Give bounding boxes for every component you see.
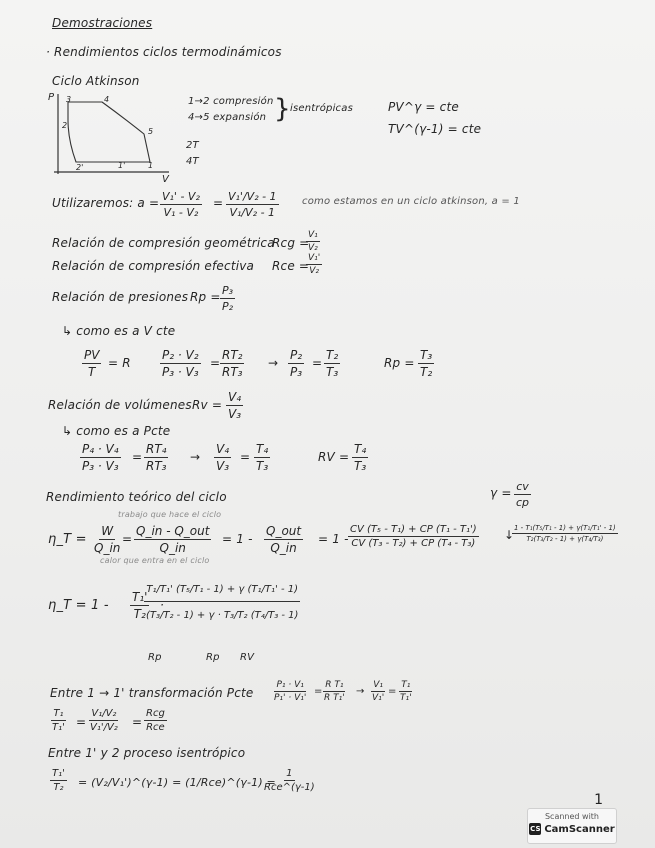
- equals-sign: =: [213, 196, 224, 210]
- rv-eq: Rv =: [192, 398, 223, 412]
- note-2t: 2T: [186, 140, 199, 151]
- point-3: 3: [66, 95, 72, 104]
- t1-rt-fraction: [322, 680, 347, 703]
- eta2-t-den: T₂: [133, 607, 146, 621]
- gamma-den: cp: [516, 496, 530, 509]
- rp-result-den: T₂: [420, 365, 433, 379]
- t1-v-den: V₁': [372, 693, 385, 703]
- eta2-t-num: T₁': [132, 590, 148, 604]
- a-num: V₁' - V₂: [162, 190, 200, 203]
- brace-rv: RV: [240, 652, 255, 663]
- eta2-main-num: T₁/T₁' (T₅/T₁ - 1) + γ (T₁/T₁' - 1): [144, 584, 300, 602]
- a-definition-label: Utilizaremos: a =: [52, 196, 160, 210]
- scanner-top-text: Scanned with: [544, 812, 600, 821]
- brace-rp-1: Rp: [148, 652, 162, 663]
- eta2-main-den: (T₃/T₂ - 1) + γ · T₃/T₂ (T₄/T₃ - 1): [146, 610, 299, 621]
- rcg-den: V₂: [308, 243, 318, 253]
- rt4-num: RT₄: [146, 442, 167, 456]
- scanner-brand: [528, 823, 616, 835]
- pv-diagram: [44, 90, 174, 182]
- adiabatic-eq-2: TV^(γ-1) = cte: [388, 122, 482, 136]
- t4t3-fraction: [254, 442, 270, 473]
- process-2: 4→5 expansión: [188, 112, 267, 123]
- w-fraction: [92, 524, 122, 555]
- pv-den: T: [88, 365, 96, 379]
- t1-r3-den: Rce: [146, 722, 165, 733]
- adiabatic-eq-1: PV^γ = cte: [388, 100, 459, 114]
- equals-sign-7: =: [314, 686, 323, 697]
- qout-den: Q_in: [270, 541, 297, 555]
- rp-result-fraction: [418, 348, 434, 379]
- rcg-num: V₁: [308, 230, 318, 240]
- cycle-name: Ciclo Atkinson: [52, 74, 140, 88]
- p-ratio-fraction: [160, 348, 201, 379]
- t2-r1-fraction: [50, 768, 67, 793]
- point-5: 5: [148, 127, 154, 136]
- page-number: 1: [594, 792, 603, 808]
- w-den: Q_in: [94, 541, 121, 555]
- rv-fraction: [226, 390, 243, 421]
- t1-pv-den: P₁' · V₁': [274, 693, 307, 703]
- approx-arrow: ↓: [504, 528, 515, 542]
- t1-pv-num: P₁ · V₁: [276, 680, 304, 690]
- t2-r1-num: T₁': [52, 768, 65, 779]
- note-heat: calor que entra en el ciclo: [100, 556, 210, 565]
- equals-sign-2: =: [210, 356, 221, 370]
- axis-v-label: V: [162, 174, 169, 182]
- equals-sign-5: =: [240, 450, 251, 464]
- transform-2-label: Entre 1' y 2 proceso isentrópico: [48, 746, 246, 760]
- t1-t-num: T₁: [401, 680, 411, 690]
- rp-den: P₂: [222, 300, 234, 313]
- p4v4-num: P₄ · V₄: [82, 442, 119, 456]
- right-fraction: [512, 524, 618, 543]
- big-num: CV (T₅ - T₁) + CP (T₁ - T₁'): [350, 524, 477, 535]
- point-4: 4: [104, 95, 110, 104]
- rce-num: V₁': [308, 253, 321, 263]
- t1-r1-fraction: [50, 708, 67, 733]
- t2-chain: = (V₂/V₁')^(γ-1) = (1/Rce)^(γ-1) =: [78, 776, 276, 789]
- p2p3-fraction: [288, 348, 304, 379]
- equals-sign-3: =: [312, 356, 323, 370]
- a-fraction-1: [160, 190, 202, 219]
- rcg-fraction: [306, 230, 320, 253]
- rce-den: V₂: [309, 266, 319, 276]
- equals-sign-8: =: [388, 686, 397, 697]
- rce-eq: Rce =: [272, 259, 310, 273]
- t1-r3-fraction: [144, 708, 167, 733]
- rt-ratio-den: RT₃: [222, 365, 243, 379]
- arrow-2: →: [190, 450, 201, 464]
- v4v3-den: V₃: [216, 459, 230, 473]
- big-fraction: [348, 524, 479, 549]
- t1-rt-den: R T₁': [324, 693, 345, 703]
- note-4t: 4T: [186, 156, 199, 167]
- t1-v-num: V₁: [373, 680, 383, 690]
- rv-label: Relación de volúmenes: [48, 398, 192, 412]
- note-work: trabajo que hace el ciclo: [118, 510, 222, 519]
- t1-t-fraction: [398, 680, 414, 703]
- t1-r3-num: Rcg: [146, 708, 165, 719]
- one-minus-2: = 1 -: [318, 532, 349, 546]
- rp-result-label: Rp =: [384, 356, 415, 370]
- brace-rp-2: Rp: [206, 652, 220, 663]
- cycle-curve: [68, 102, 150, 162]
- transform-1-label: Entre 1 → 1' transformación Pcte: [50, 686, 254, 700]
- rv-result-den: T₃: [354, 459, 367, 473]
- p-ratio-num: P₂ · V₂: [162, 348, 199, 362]
- gamma-eq: γ =: [490, 486, 512, 500]
- t1-rt-num: R T₁: [325, 680, 344, 690]
- a-den: V₁ - V₂: [163, 206, 199, 219]
- equals-sign-6: =: [122, 532, 133, 546]
- qout-num: Q_out: [266, 524, 302, 538]
- rv-num: V₄: [228, 390, 242, 404]
- scanner-brand-text: CamScanner: [544, 823, 615, 835]
- page-title: Demostraciones: [52, 16, 153, 30]
- rv-den: V₃: [228, 407, 242, 421]
- equals-sign-4: =: [132, 450, 143, 464]
- v4v3-fraction: [214, 442, 231, 473]
- arrow-3: →: [356, 686, 365, 697]
- t2-r3-fraction: [262, 768, 317, 793]
- equals-sign-9: =: [76, 715, 87, 729]
- eta2-label: η_T = 1 -: [48, 598, 109, 613]
- t1-r1-num: T₁: [53, 708, 64, 719]
- rcg-label: Relación de compresión geométrica: [52, 236, 275, 250]
- qin-qout-num: Q_in - Q_out: [136, 524, 210, 538]
- rp-fraction: [220, 284, 235, 313]
- camscanner-badge: [527, 808, 617, 844]
- process-1: 1→2 compresión: [188, 96, 274, 107]
- rt4-fraction: [144, 442, 168, 473]
- t1-v-fraction: [370, 680, 386, 703]
- t1-r2-den: V₁'/V₂: [90, 722, 118, 733]
- p2p3-num: P₂: [290, 348, 303, 362]
- a-eq2-num: V₁'/V₂ - 1: [228, 190, 277, 203]
- qout-fraction: [264, 524, 303, 555]
- t2-r3-num: 1: [286, 768, 293, 779]
- rce-label: Relación de compresión efectiva: [52, 259, 255, 273]
- t4t3-num: T₄: [256, 442, 269, 456]
- qin-qout-fraction: [134, 524, 211, 555]
- t2-r1-den: T₂: [53, 782, 64, 793]
- pv-num: PV: [84, 348, 100, 362]
- equals-sign-10: =: [132, 715, 143, 729]
- t2-r3-den: Rce^(γ-1): [264, 782, 315, 793]
- brace-icon: }: [274, 94, 291, 124]
- v4v3-num: V₄: [216, 442, 230, 456]
- camscanner-logo-icon: CS: [530, 825, 541, 833]
- p4v4-fraction: [80, 442, 121, 473]
- axis-p-label: P: [48, 92, 55, 103]
- rp-num: P₃: [222, 284, 234, 297]
- rv-result-num: T₄: [354, 442, 367, 456]
- p-ratio-den: P₃ · V₃: [162, 365, 199, 379]
- rce-fraction: [306, 253, 322, 276]
- rp-label: Relación de presiones: [52, 290, 189, 304]
- gamma-num: cv: [516, 480, 529, 493]
- t1-r1-den: T₁': [52, 722, 65, 733]
- t1-t-den: T₁': [400, 693, 412, 703]
- rp-result-num: T₃: [420, 348, 433, 362]
- rt4-den: RT₃: [146, 459, 167, 473]
- pcte-note: ↳ como es a Pcte: [62, 424, 171, 438]
- point-2: 2: [62, 121, 68, 130]
- dot-product: ·: [160, 598, 165, 612]
- right-num: 1 - T₁(T₅/T₁ - 1) + γ(T₁/T₁' - 1): [514, 524, 616, 532]
- pv-fraction: [82, 348, 101, 379]
- rv-result-fraction: [352, 442, 368, 473]
- eta-label: η_T =: [48, 532, 87, 547]
- t1-r2-num: V₁/V₂: [91, 708, 117, 719]
- w-num: W: [101, 524, 114, 538]
- note-a-equals-1: como estamos en un ciclo atkinson, a = 1: [302, 196, 520, 207]
- efficiency-label: Rendimiento teórico del ciclo: [46, 490, 227, 504]
- eta2-main-fraction: [144, 584, 300, 621]
- rt-ratio-num: RT₂: [222, 348, 243, 362]
- t1-pv-fraction: [272, 680, 308, 703]
- rp-eq: Rp =: [190, 290, 221, 304]
- t4t3-den: T₃: [256, 459, 269, 473]
- right-den: T₂(T₃/T₂ - 1) + γ(T₄/T₃): [526, 535, 604, 543]
- point-1prime: 1': [118, 161, 126, 170]
- a-fraction-2: [226, 190, 279, 219]
- rcg-eq: Rcg =: [272, 236, 310, 250]
- p4v4-den: P₃ · V₃: [82, 459, 119, 473]
- t2t3-fraction: [324, 348, 340, 379]
- isentropic-label: isentrópicas: [290, 103, 353, 114]
- rv-result-label: RV =: [318, 450, 350, 464]
- point-2prime: 2': [76, 163, 84, 172]
- t2t3-den: T₃: [326, 365, 339, 379]
- t1-r2-fraction: [88, 708, 120, 733]
- big-den: CV (T₃ - T₂) + CP (T₄ - T₃): [351, 538, 476, 549]
- gamma-fraction: [514, 480, 531, 509]
- point-1: 1: [148, 161, 154, 170]
- one-minus-1: = 1 -: [222, 532, 253, 546]
- p2p3-den: P₃: [290, 365, 303, 379]
- t2t3-num: T₂: [326, 348, 339, 362]
- pv-rhs: = R: [108, 356, 131, 370]
- vcte-note: ↳ como es a V cte: [62, 324, 176, 338]
- qin-qout-den: Q_in: [159, 541, 186, 555]
- arrow-1: →: [268, 356, 279, 370]
- a-eq2-den: V₁/V₂ - 1: [229, 206, 276, 219]
- section-subtitle: · Rendimientos ciclos termodinámicos: [46, 45, 282, 59]
- rt-ratio-fraction: [220, 348, 244, 379]
